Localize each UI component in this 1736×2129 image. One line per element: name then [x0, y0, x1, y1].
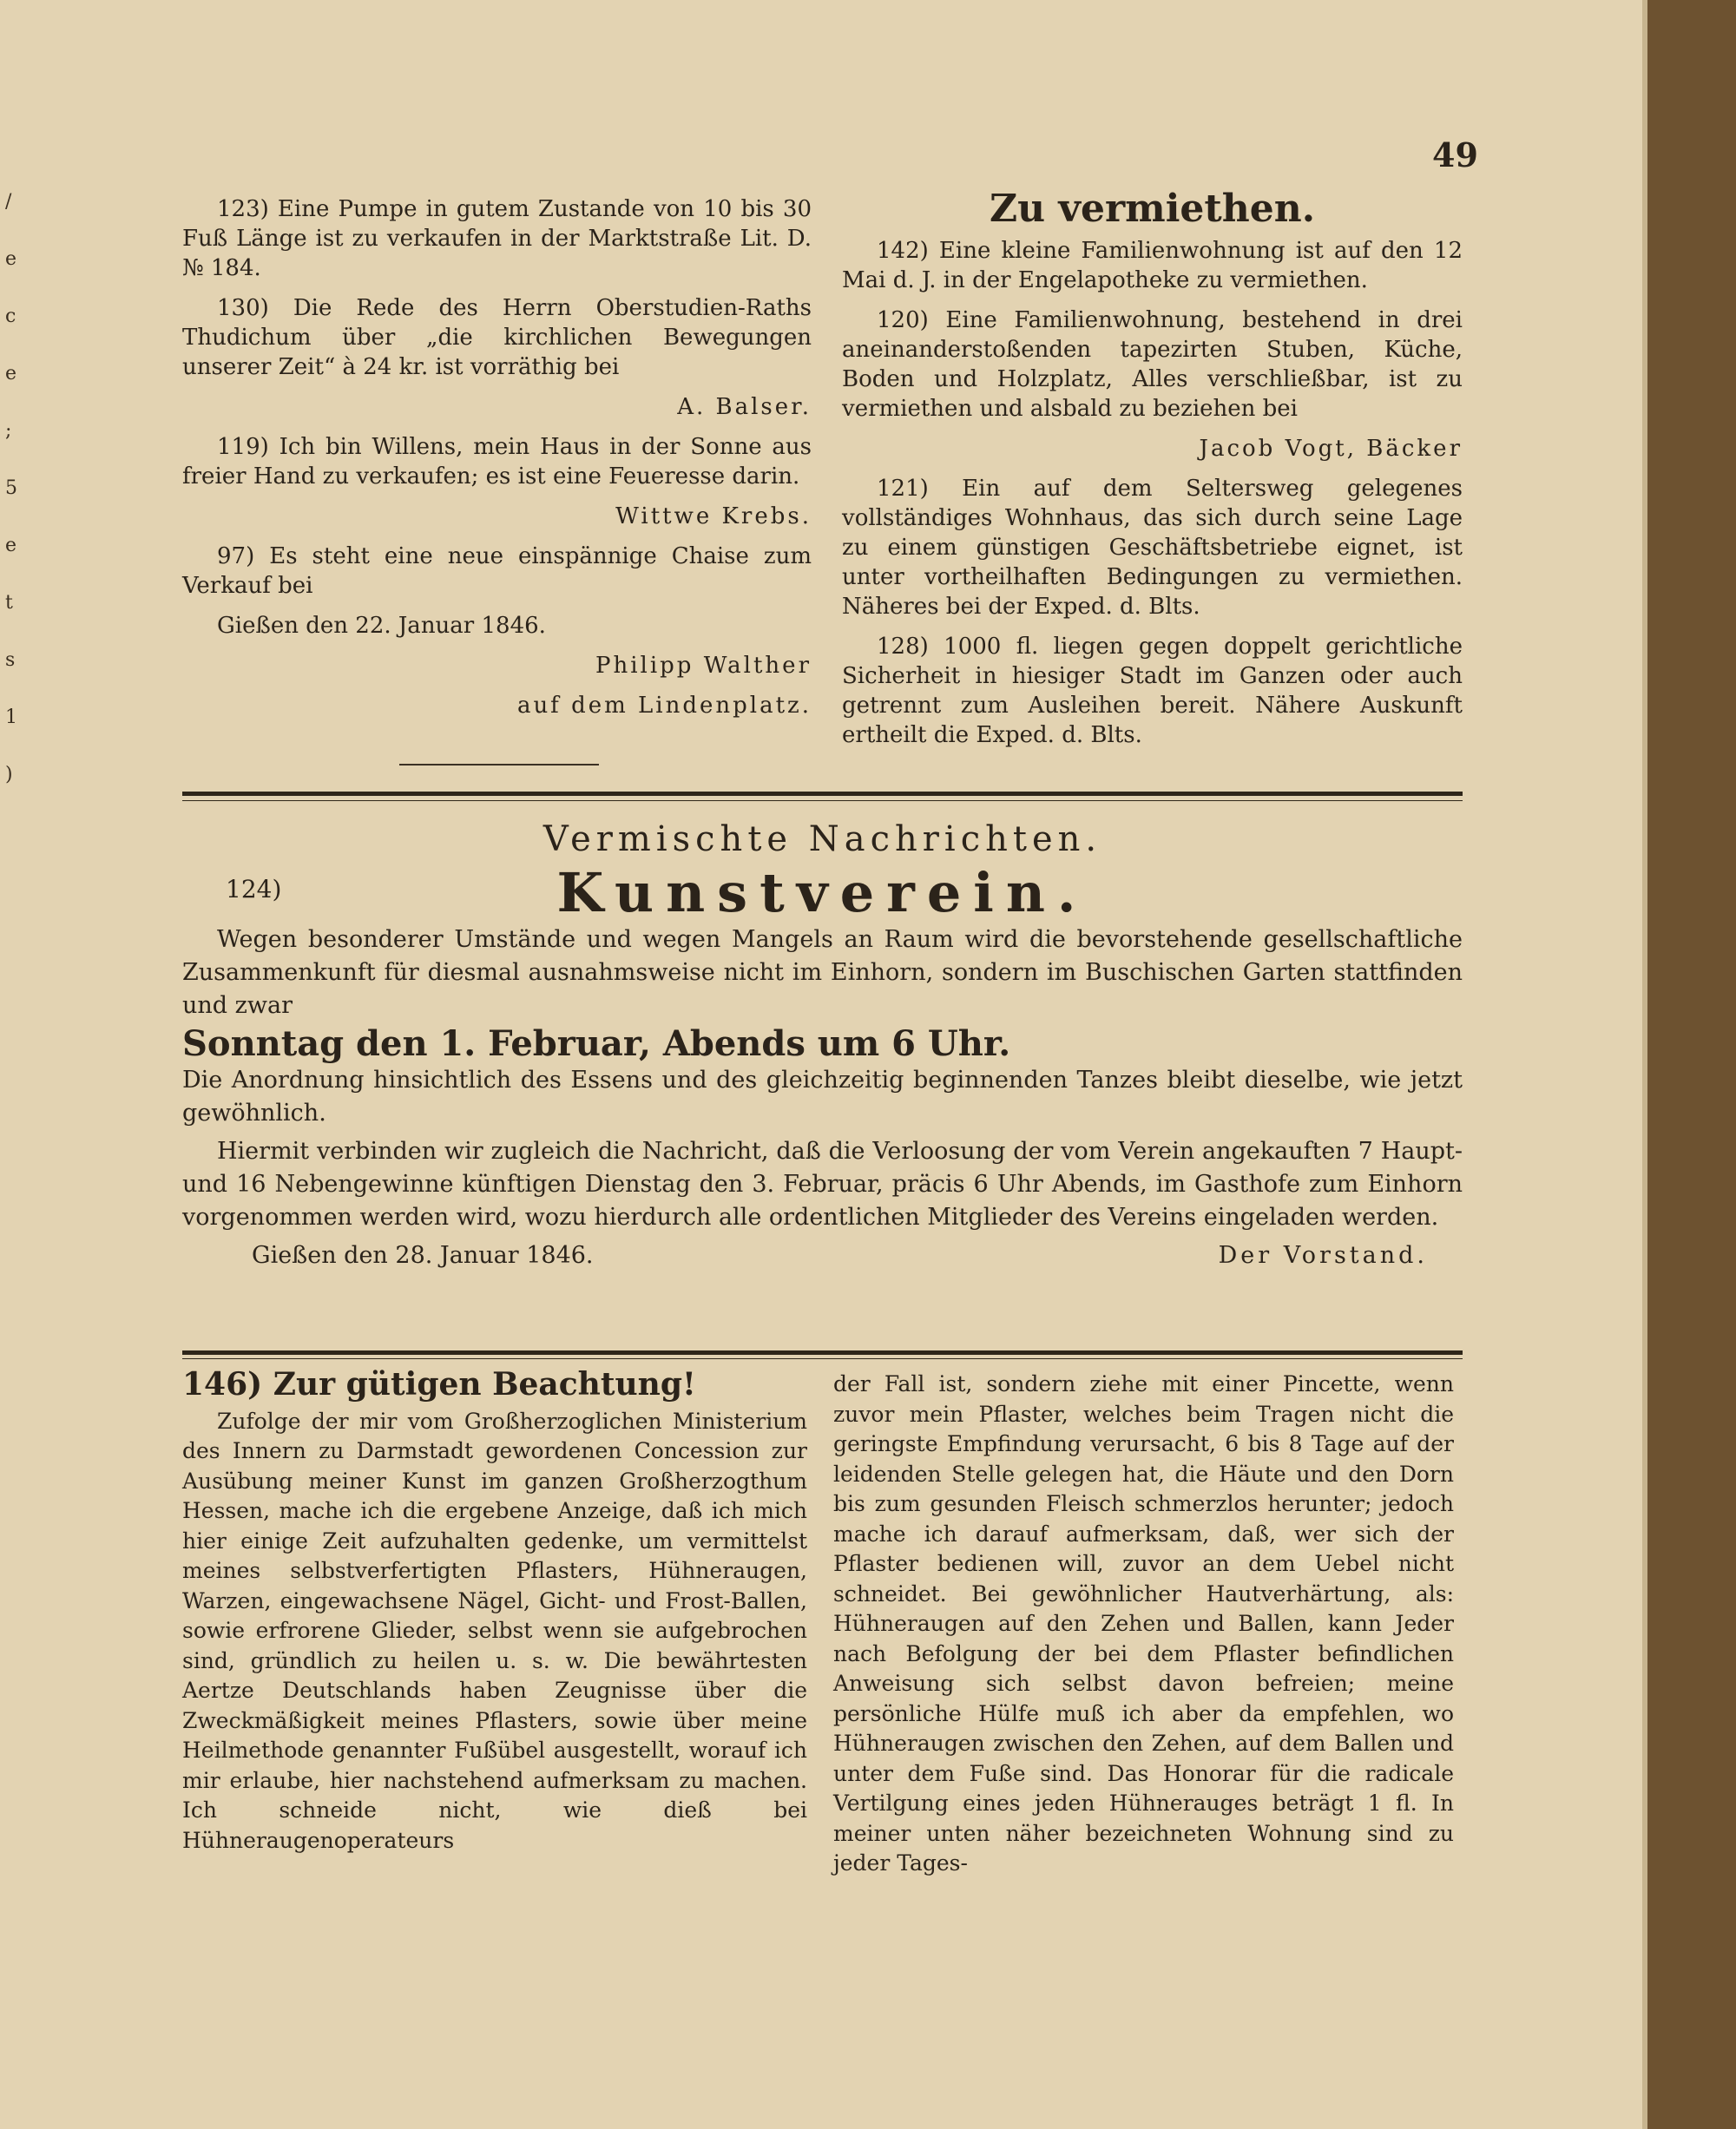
ad-pump: 123) Eine Pumpe in gutem Zustande von 10 bis 30 Fuß Länge ist zu verkaufen in der Marktstraße Lit. D. № 184. — [182, 196, 812, 281]
signature-vogt: Jacob Vogt, Bäcker — [1199, 436, 1463, 462]
ad-family-flat: 120) Eine Familienwohnung, bestehend in drei aneinanderstoßenden tapezirten Stuben, Küche, Boden und Holzplatz, Alles verschließbar, ist zu vermiethen und alsbald zu beziehen bei — [842, 307, 1463, 422]
edge-mark: ) — [5, 764, 13, 785]
ad-chaise-date: Gießen den 22. Januar 1846. — [217, 613, 546, 639]
section-heading-rent: Zu vermiethen. — [989, 187, 1316, 231]
kunstverein-para-2: Die Anordnung hinsichtlich des Essens und des gleichzeitig beginnenden Tanzes bleibt dieselbe, wie jetzt gewöhnlich. — [182, 1067, 1463, 1127]
section-divider-top-thin — [182, 800, 1463, 801]
signature-walther: Philipp Walther — [595, 653, 812, 679]
edge-mark: e — [5, 363, 17, 384]
edge-mark: 1 — [5, 706, 17, 728]
ad-house-rent: 121) Ein auf dem Seltersweg gelegenes vollständiges Wohnhaus, das sich durch seine Lage zu einem günstigen Geschäftsbetriebe eignet, ist unter vortheilhaften Bedingungen zu vermiethen. Näheres bei der Exped. d. Blts. — [842, 476, 1463, 620]
ad-chaise: 97) Es steht eine neue einspännige Chaise zum Verkauf bei — [182, 543, 812, 599]
kunstverein-notice — [182, 819, 1463, 1274]
notice-heading-attention: 146) Zur gütigen Beachtung! — [182, 1366, 696, 1403]
section-divider-bottom — [182, 1350, 1463, 1355]
section-divider-top — [182, 792, 1463, 796]
edge-mark: / — [5, 191, 12, 213]
kunstverein-signature: Der Vorstand. — [1218, 1242, 1428, 1269]
ad-small-flat: 142) Eine kleine Familienwohnung ist auf den 12 Mai d. J. in der Engelapotheke zu vermiethen. — [842, 238, 1463, 293]
plaster-notice-part-2: der Fall ist, sondern ziehe mit einer Pincette, wenn zuvor mein Pflaster, welches beim Tragen nicht die geringste Empfindung verursacht, 6 bis 8 Tage auf der leidenden Stelle gelegen hat, die Häute und den Dorn bis zum gesunden Fleisch schmerzlos herunter; jedoch mache ich darauf aufmerksam, daß, wer sich der Pflaster bedienen will, zuvor an dem Uebel nicht schneidet. Bei gewöhnlicher Hautverhärtung, als: Hühneraugen auf den Zehen und Ballen, kann Jeder nach Befolgung der bei dem Pflaster befindlichen Anweisung sich selbst davon befreien; meine persönliche Hülfe muß ich aber da empfehlen, wo Hühneraugen zwischen den Zehen, auf dem Ballen und unter dem Fuße sind. Das Honorar für die radicale Vertilgung eines jeden Hühnerauges beträgt 1 fl. In meiner unten näher bezeichneten Wohnung sind zu jeder Tages- — [833, 1371, 1454, 1876]
edge-mark: 5 — [5, 477, 17, 499]
signature-krebs: Wittwe Krebs. — [615, 503, 812, 529]
edge-mark: e — [5, 248, 17, 270]
signature-walther-address: auf dem Lindenplatz. — [516, 693, 812, 719]
column-end-rule — [399, 764, 599, 766]
notice-number: 124) — [226, 875, 282, 904]
section-divider-bottom-thin — [182, 1358, 1463, 1359]
edge-mark: s — [5, 649, 16, 671]
ad-loan: 128) 1000 fl. liegen gegen doppelt gerichtliche Sicherheit in hiesiger Stadt im Ganzen oder auch getrennt zum Ausleihen bereit. Nähere Auskunft ertheilt die Exped. d. Blts. — [842, 634, 1463, 748]
kunstverein-date-line: Sonntag den 1. Februar, Abends um 6 Uhr. — [182, 1023, 1011, 1064]
section-heading-misc: Vermischte Nachrichten. — [542, 819, 1102, 859]
signature-balser: A. Balser. — [677, 394, 812, 420]
edge-mark: c — [5, 306, 16, 327]
kunstverein-title: Kunstverein. — [556, 861, 1088, 924]
edge-mark: t — [5, 592, 13, 614]
page-number: 49 — [1432, 135, 1478, 174]
right-column — [842, 187, 1463, 760]
kunstverein-para-1: Wegen besonderer Umstände und wegen Mangels an Raum wird die bevorstehende gesellschaftliche Zusammenkunft für diesmal ausnahmsweise nicht im Einhorn, sondern im Buschischen Garten stattfinden und zwar — [182, 926, 1463, 1019]
kunstverein-sign-row — [182, 1239, 1463, 1274]
left-column — [182, 194, 812, 731]
plaster-notice-part-1: Zufolge der mir vom Großherzoglichen Ministerium des Innern zu Darmstadt gewordenen Concession zur Ausübung meiner Kunst im ganzen Großherzogthum Hessen, mache ich die ergebene Anzeige, daß ich mich hier einige Zeit aufzuhalten gedenke, um vermittelst meines selbstverfertigten Pflasters, Hühneraugen, Warzen, eingewachsene Nägel, Gicht- und Frost-Ballen, sowie erfrorene Glieder, selbst wenn sie aufgebrochen sind, gründlich zu heilen u. s. w. Die bewährtesten Aertze Deutschlands haben Zeugnisse über die Zweckmäßigkeit meines Pflasters, sowie über meine Heilmethode genannter Fußübel ausgestellt, worauf ich mir erlaube, hier nachstehend aufmerksam zu machen. Ich schneide nicht, wie dieß bei Hühneraugenoperateurs — [182, 1408, 807, 1853]
ad-house-sale: 119) Ich bin Willens, mein Haus in der Sonne aus freier Hand zu verkaufen; es ist eine Feueresse darin. — [182, 434, 812, 490]
edge-mark: e — [5, 535, 17, 556]
left-edge-marks — [5, 174, 23, 804]
kunstverein-para-3: Hiermit verbinden wir zugleich die Nachricht, daß die Verloosung der vom Verein angekauften 7 Haupt- und 16 Nebengewinne künftigen Dienstag den 3. Februar, präcis 6 Uhr Abends, im Gasthofe zum Einhorn vorgenommen werden wird, wozu hierdurch alle ordentlichen Mitglieder des Vereins eingeladen werden. — [182, 1138, 1463, 1231]
kunstverein-date: Gießen den 28. Januar 1846. — [252, 1242, 594, 1269]
bottom-left-column — [182, 1366, 807, 1866]
kunstverein-header — [182, 863, 1463, 923]
edge-mark: ; — [5, 420, 12, 442]
bottom-right-column — [833, 1370, 1454, 1889]
ad-speech: 130) Die Rede des Herrn Oberstudien-Raths Thudichum über „die kirchlichen Bewegungen unserer Zeit“ à 24 kr. ist vorräthig bei — [182, 295, 812, 380]
